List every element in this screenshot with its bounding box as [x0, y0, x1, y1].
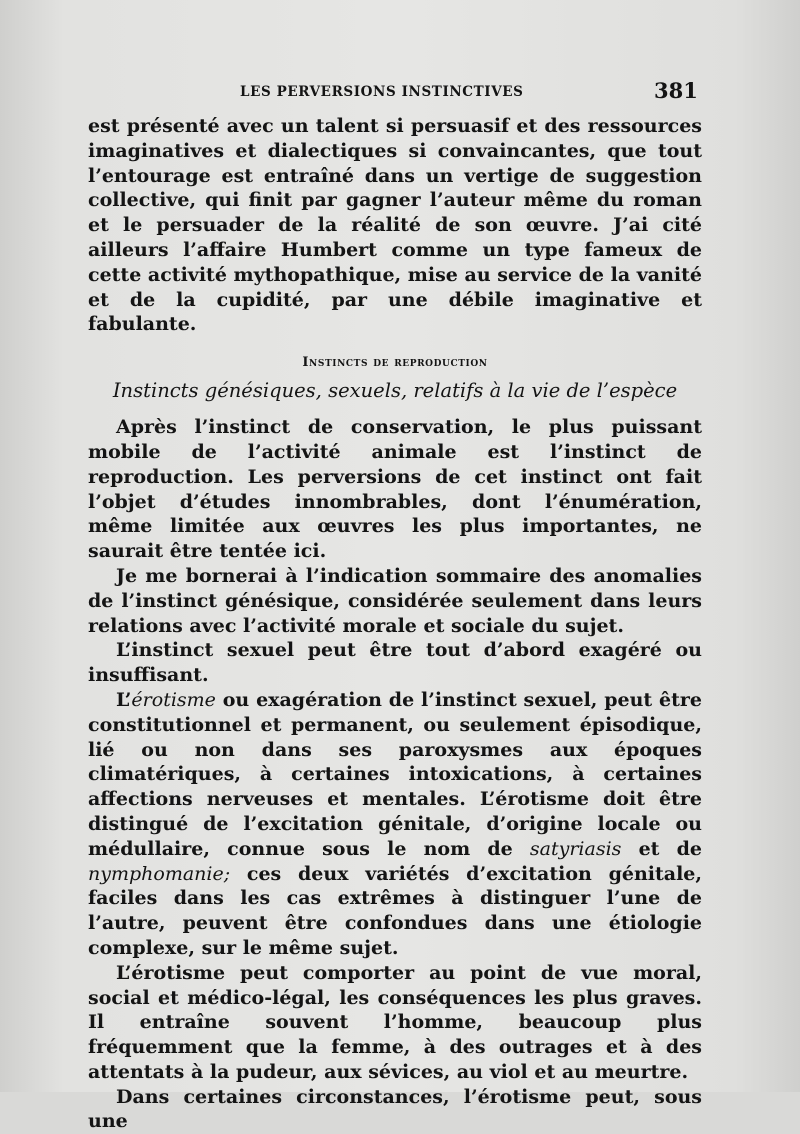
paragraph: Je me bornerai à l’indication sommaire des anomalies de l’instinct génésique, considérée seulement dans leurs relations avec l’activité morale et sociale du sujet. [88, 564, 702, 637]
paragraph: L’érotisme peut comporter au point de vue moral, social et médico-légal, les conséquences les plus graves. Il entraîne souvent l’homme, beaucoup plus fréquemment que la femme, à des outrages et à des attentats à la pudeur, aux sévices, au viol et au meurtre. [88, 961, 702, 1083]
paragraph: Après l’instinct de conservation, le plus puissant mobile de l’activité animale est l’instinct de reproduction. Les perversions de cet instinct ont fait l’objet d’études innombrables, dont l’énumération, même limitée aux œuvres les plus importantes, ne saurait être tentée ici. [88, 416, 702, 563]
paragraph [88, 688, 702, 961]
running-title: LES PERVERSIONS INSTINCTIVES [240, 84, 524, 100]
paragraph: Dans certaines circonstances, l’érotisme peut, sous une [88, 1085, 702, 1133]
italic-term: érotisme [131, 688, 216, 711]
text-run: L’ [116, 688, 132, 711]
section-subtitle: Instincts génésiques, sexuels, relatifs à la vie de l’espèce [112, 379, 678, 403]
italic-term: nymphomanie; [88, 862, 231, 885]
text-run: et de [621, 837, 702, 860]
page-number: 381 [654, 78, 698, 103]
text-run: ces deux variétés d’excitation génitale, faciles dans les cas extrêmes à distinguer l’une de l’autre, peuvent être confondues dans une étiologie complexe, sur le même sujet. [88, 862, 702, 959]
body-text [88, 114, 702, 1134]
italic-term: satyriasis [529, 837, 622, 860]
text-run: ou exagération de l’instinct sexuel, peut être constitutionnel et permanent, ou seulement épisodique, lié ou non dans ses paroxysmes aux époques climatériques, à certaines intoxications, à certaines affections nerveuses et mentales. L’érotisme doit être distingué de l’excitation génitale, d’origine locale ou médullaire, connue sous le nom de [88, 688, 702, 860]
paragraph: est présenté avec un talent si persuasif et des ressources imaginatives et dialectiques si convaincantes, que tout l’entourage est entraîné dans un vertige de suggestion collective, qui finit par gagner l’auteur même du roman et le persuader de la réalité de son œuvre. J’ai cité ailleurs l’affaire Humbert comme un type fameux de cette activité mythopathique, mise au service de la vanité et de la cupidité, par une débile imaginative et fabulante. [88, 115, 702, 336]
section-heading: Instincts de reproduction [302, 355, 488, 371]
paragraph: L’instinct sexuel peut être tout d’abord exagéré ou insuffisant. [88, 639, 702, 687]
